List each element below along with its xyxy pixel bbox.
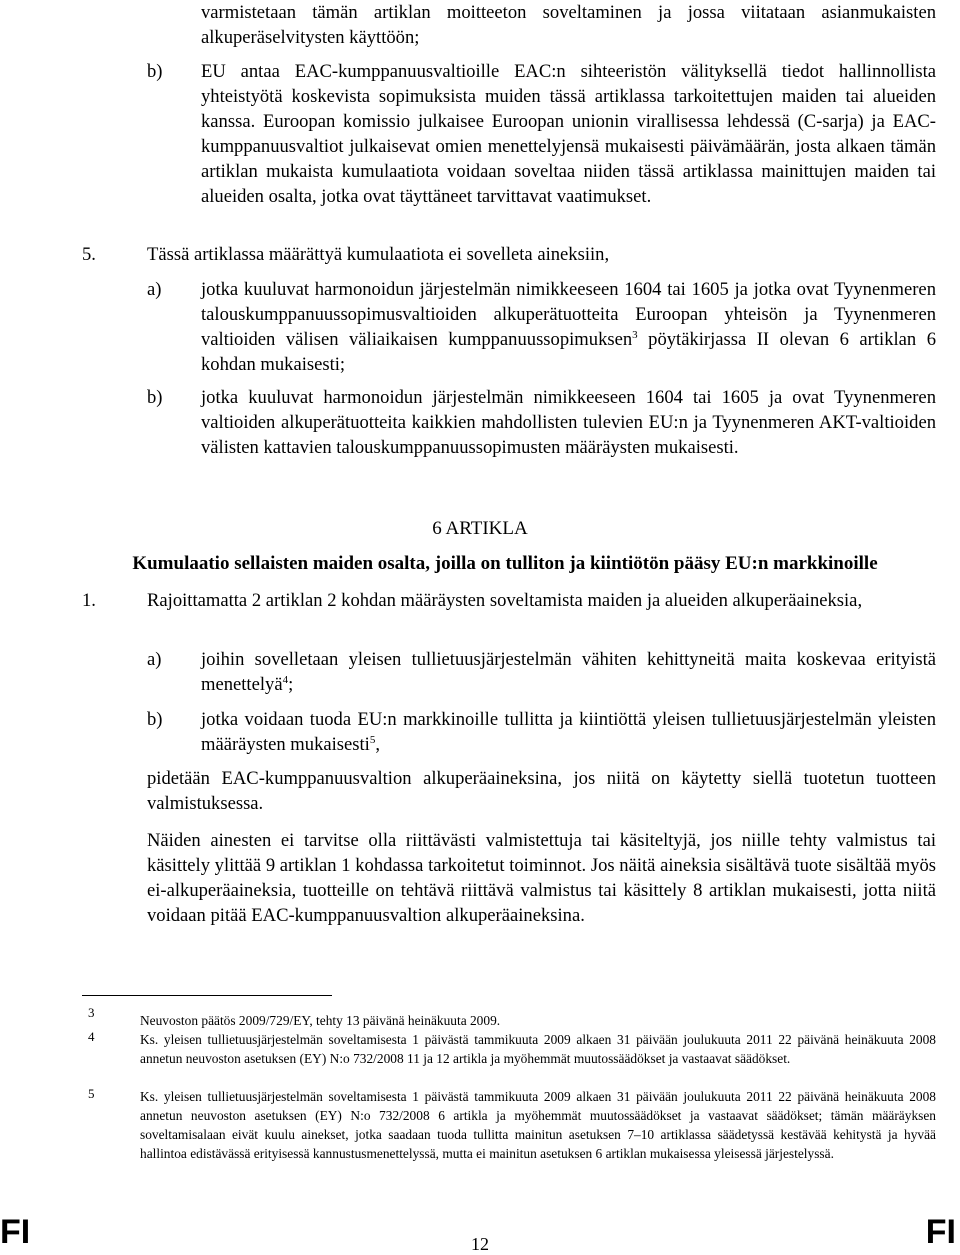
footnote-ref-5[interactable]: 5 <box>369 734 376 746</box>
article-number: 6 ARTIKLA <box>432 518 528 539</box>
list-item-a-text <box>201 647 936 697</box>
list-item-a-text-end: ; <box>288 674 294 695</box>
list-marker-a: a) <box>147 649 162 670</box>
list-item-a-text <box>201 277 936 377</box>
paragraph-continuation: varmistetaan tämän artiklan moitteeton soveltaminen ja jossa viitataan asianmukaisten alkuperäselvitysten käyttöön; <box>201 2 936 48</box>
paragraph-number-1: 1. <box>82 590 96 611</box>
list-marker-b: b) <box>147 709 163 730</box>
paragraph-number-5: 5. <box>82 244 96 265</box>
list-item-a-text-main: joihin sovelletaan yleisen tullietuusjärjestelmän vähiten kehittyneitä maita koskevaa erityistä menettelyä <box>201 649 936 695</box>
list-item-b-text-main: jotka voidaan tuoda EU:n markkinoille tullitta ja kiintiöttä yleisen tullietuusjärjestelmän yleisten määräysten mukaisesti <box>201 709 936 755</box>
footnote-number: 5 <box>88 1086 95 1101</box>
list-marker-b: b) <box>147 61 163 82</box>
footnote-separator <box>82 995 332 996</box>
footnote-text: Neuvoston päätös 2009/729/EY, tehty 13 päivänä heinäkuuta 2009. <box>140 1013 501 1028</box>
list-item-b-text-end: , <box>375 734 380 755</box>
footnote-ref-4[interactable]: 4 <box>282 674 289 686</box>
list-item-b-text: jotka kuuluvat harmonoidun järjestelmän nimikkeeseen 1604 tai 1605 ja ovat Tyynenmeren valtioiden alkuperätuotteita kaikkien mahdollisten tulevien EU:n ja Tyynenmeren AKT-valtioiden välisten kattavien talouskumppanuussopimusten määräysten mukaisesti. <box>201 387 936 458</box>
footnote-text: Ks. yleisen tullietuusjärjestelmän soveltamisesta 1 päivästä tammikuuta 2009 alkaen 31 päivään joulukuuta 2011 22 päivänä heinäkuuta 2008 annetun neuvoston asetuksen (EY) N:o 732/2008 6 artikla ja myöhemmät muutossäädökset ja vastaavat säädökset; tämän määräyksen soveltamisalaan eivät kuulu ainekset, jotka saadaan tuoda tullitta mainitun asetuksen 7–10 artiklassa säädetyssä kestävää kehitystä ja hyvää hallintoa edistävässä erityisessä kannustusmenettelyssä, mutta ei mainitun asetuksen 6 artiklan mukaisessa yleisessä järjestelyssä. <box>140 1089 936 1161</box>
page-number: 12 <box>471 1234 489 1254</box>
paragraph-continuation: Näiden ainesten ei tarvitse olla riittävästi valmistettuja tai käsiteltyjä, jos niille tehty valmistus tai käsittely ylittää 9 artiklan 1 kohdassa tarkoitetut toiminnot. Jos näitä aineksia sisältävä tuote sisältää myös ei-alkuperäaineksia, tuotteille on tehtävä riittävä valmistus tai käsittely 8 artiklan mukaisesti, jotta niitä voidaan pitää EAC-kumppanuusvaltion alkuperäaineksina. <box>147 830 936 926</box>
footnote-text: Ks. yleisen tullietuusjärjestelmän soveltamisesta 1 päivästä tammikuuta 2009 alkaen 31 päivään joulukuuta 2011 22 päivänä heinäkuuta 2008 annetun neuvoston asetuksen (EY) N:o 732/2008 11 ja 12 artikla ja myöhemmät muutossäädökset ja vastaavat säädökset. <box>140 1032 936 1066</box>
list-item-a-text-end: pöytäkirjassa II olevan 6 artiklan 6 kohdan mukaisesti; <box>201 329 937 375</box>
footnote-number: 3 <box>88 1005 95 1020</box>
footer-language-code-right: FI <box>925 1213 956 1251</box>
footer-language-code-left: FI <box>0 1213 31 1251</box>
list-marker-b: b) <box>147 387 163 408</box>
footnote-number: 4 <box>88 1029 95 1044</box>
list-marker-a: a) <box>147 279 162 300</box>
paragraph-1-text: Rajoittamatta 2 artiklan 2 kohdan määräysten soveltamista maiden ja alueiden alkuperäaineksia, <box>147 590 863 611</box>
article-title: Kumulaatio sellaisten maiden osalta, joilla on tulliton ja kiintiötön pääsy EU:n markkinoille <box>132 553 878 574</box>
paragraph-continuation: pidetään EAC-kumppanuusvaltion alkuperäaineksina, jos niitä on käytetty siellä tuotetun tuotteen valmistuksessa. <box>147 768 936 814</box>
list-item-b-text: EU antaa EAC-kumppanuusvaltioille EAC:n sihteeristön välityksellä tiedot hallinnollista yhteistyötä koskevista sopimuksista muiden tässä artiklassa tarkoitettujen maiden tai alueiden kanssa. Euroopan komissio julkaisee Euroopan unionin virallisessa lehdessä (C-sarja) ja EAC-kumppanuusvaltiot julkaisevat omien menettelyjensä mukaisesti päivämäärän, josta alkaen tämän artiklan mukaista kumulaatiota voidaan soveltaa niiden tässä artiklassa mainittujen maiden tai alueiden osalta, jotka ovat täyttäneet tarvittavat vaatimukset. <box>201 61 936 207</box>
list-item-a-text-main: jotka kuuluvat harmonoidun järjestelmän nimikkeeseen 1604 tai 1605 ja jotka ovat Tyynenmeren talouskumppanuussopimusvaltioiden alkuperätuotteita Euroopan yhteisön ja Tyynenmeren valtioiden välisen väliaikaisen kumppanuussopimuksen <box>201 279 936 350</box>
list-item-b-text <box>201 707 936 757</box>
paragraph-5-text: Tässä artiklassa määrättyä kumulaatiota ei sovelleta aineksiin, <box>147 244 610 265</box>
footnote-ref-3[interactable]: 3 <box>632 329 638 341</box>
